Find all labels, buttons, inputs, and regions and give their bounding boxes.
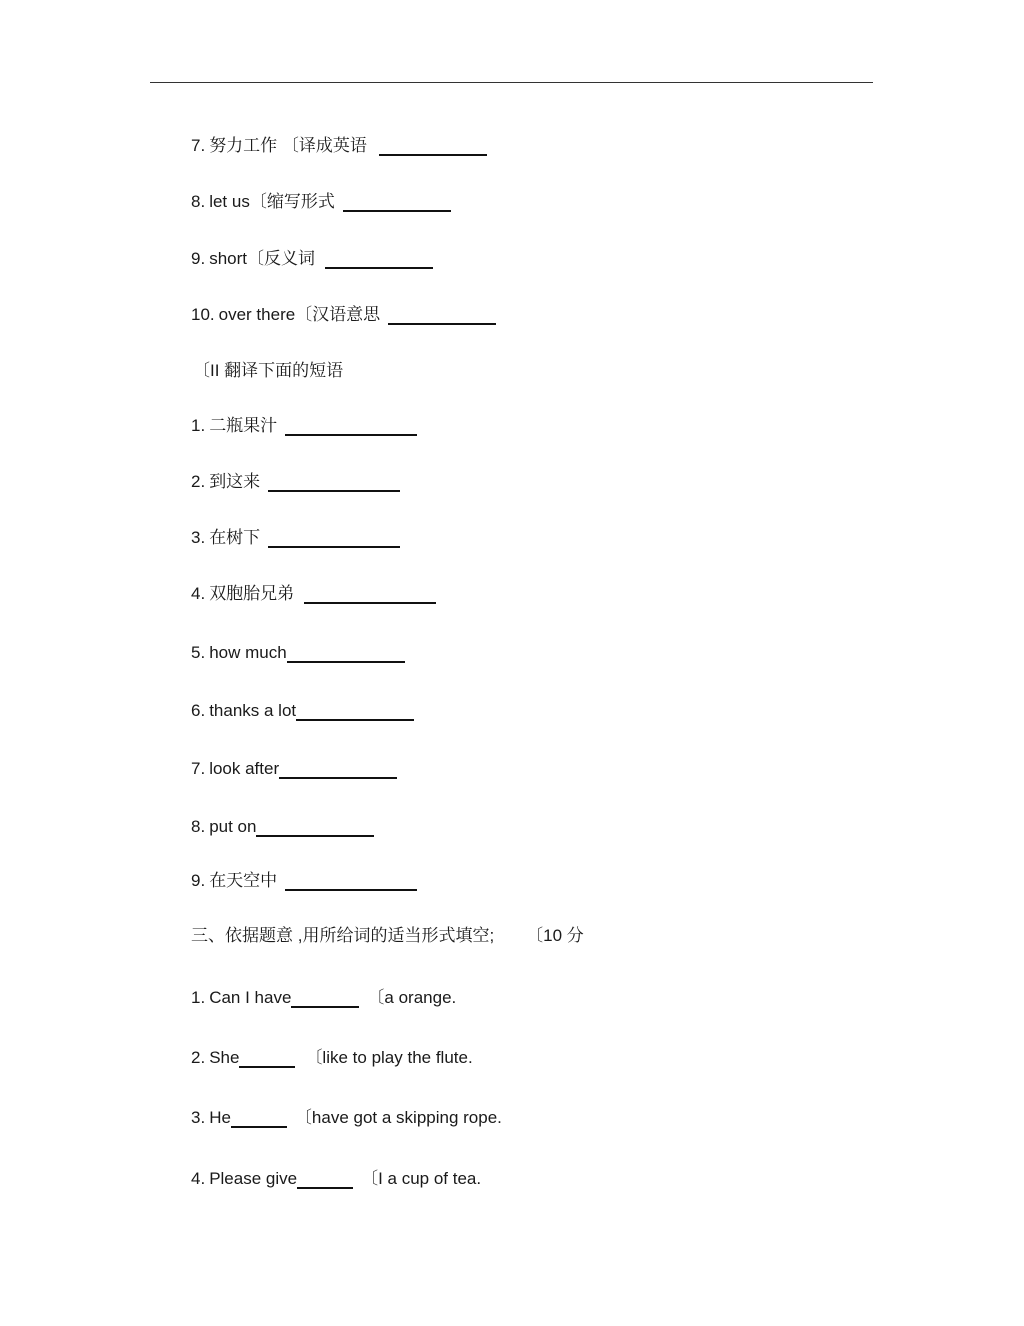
- question-line: [191, 584, 436, 604]
- question-text: 双胞胎兄弟: [209, 584, 295, 603]
- answer-blank[interactable]: [304, 586, 436, 604]
- question-line: [191, 1108, 502, 1128]
- question-number: 3.: [191, 1108, 206, 1127]
- question-number: 9.: [191, 249, 206, 268]
- question-number: 4.: [191, 1169, 206, 1188]
- question-text: how much: [209, 643, 287, 662]
- question-text: 在天空中: [209, 871, 278, 890]
- question-number: 2.: [191, 1048, 206, 1067]
- question-line: [191, 528, 400, 548]
- answer-blank[interactable]: [268, 530, 400, 548]
- question-line: [191, 192, 451, 212]
- answer-blank[interactable]: [231, 1110, 287, 1128]
- section-iii-points: 〔10 分: [526, 926, 584, 945]
- question-number: 8.: [191, 817, 206, 836]
- section-iii-heading: 三、依据题意 ,用所给词的适当形式填空;: [191, 926, 495, 945]
- question-line: [191, 871, 417, 891]
- answer-blank[interactable]: [343, 194, 451, 212]
- question-text: 努力工作 〔译成英语: [209, 136, 367, 155]
- question-number: 1.: [191, 988, 206, 1007]
- question-hint: 〔a orange.: [367, 988, 457, 1007]
- answer-blank[interactable]: [296, 703, 414, 721]
- answer-blank[interactable]: [379, 138, 487, 156]
- question-number: 2.: [191, 472, 206, 491]
- question-line: [191, 249, 433, 269]
- question-number: 9.: [191, 871, 206, 890]
- question-text: He: [209, 1108, 231, 1127]
- question-line: [191, 643, 405, 663]
- question-text: look after: [209, 759, 280, 778]
- question-line: [191, 416, 417, 436]
- answer-blank[interactable]: [325, 251, 433, 269]
- answer-blank[interactable]: [285, 873, 417, 891]
- section-heading: [191, 926, 584, 946]
- question-number: 6.: [191, 701, 206, 720]
- question-text: 二瓶果汁: [209, 416, 278, 435]
- question-line: [191, 305, 496, 325]
- question-number: 7.: [191, 136, 206, 155]
- question-text: short〔反义词: [209, 249, 315, 268]
- question-line: [191, 136, 487, 156]
- question-text: She: [209, 1048, 240, 1067]
- question-text: let us〔缩写形式: [209, 192, 335, 211]
- question-line: [191, 1169, 481, 1189]
- answer-blank[interactable]: [239, 1050, 295, 1068]
- section-ii-heading: 〔II 翻译下面的短语: [193, 361, 344, 380]
- question-line: [191, 701, 414, 721]
- answer-blank[interactable]: [268, 474, 400, 492]
- question-line: [191, 817, 374, 837]
- answer-blank[interactable]: [388, 307, 496, 325]
- header-rule: [150, 82, 873, 83]
- question-number: 10.: [191, 305, 215, 324]
- answer-blank[interactable]: [287, 645, 405, 663]
- answer-blank[interactable]: [256, 819, 374, 837]
- question-text: over there〔汉语意思: [218, 305, 381, 324]
- question-hint: 〔have got a skipping rope.: [294, 1108, 502, 1127]
- section-heading: [193, 361, 343, 381]
- question-hint: 〔I a cup of tea.: [361, 1169, 482, 1188]
- question-number: 8.: [191, 192, 206, 211]
- question-text: Please give: [209, 1169, 298, 1188]
- question-line: [191, 1048, 473, 1068]
- question-number: 7.: [191, 759, 206, 778]
- question-line: [191, 988, 456, 1008]
- answer-blank[interactable]: [285, 418, 417, 436]
- answer-blank[interactable]: [291, 990, 359, 1008]
- question-hint: 〔like to play the flute.: [305, 1048, 473, 1067]
- question-text: put on: [209, 817, 257, 836]
- question-text: 到这来: [209, 472, 261, 491]
- question-text: 在树下: [209, 528, 261, 547]
- answer-blank[interactable]: [297, 1171, 353, 1189]
- question-text: Can I have: [209, 988, 292, 1007]
- question-number: 3.: [191, 528, 206, 547]
- question-text: thanks a lot: [209, 701, 297, 720]
- question-number: 4.: [191, 584, 206, 603]
- answer-blank[interactable]: [279, 761, 397, 779]
- question-line: [191, 472, 400, 492]
- question-number: 1.: [191, 416, 206, 435]
- question-number: 5.: [191, 643, 206, 662]
- question-line: [191, 759, 397, 779]
